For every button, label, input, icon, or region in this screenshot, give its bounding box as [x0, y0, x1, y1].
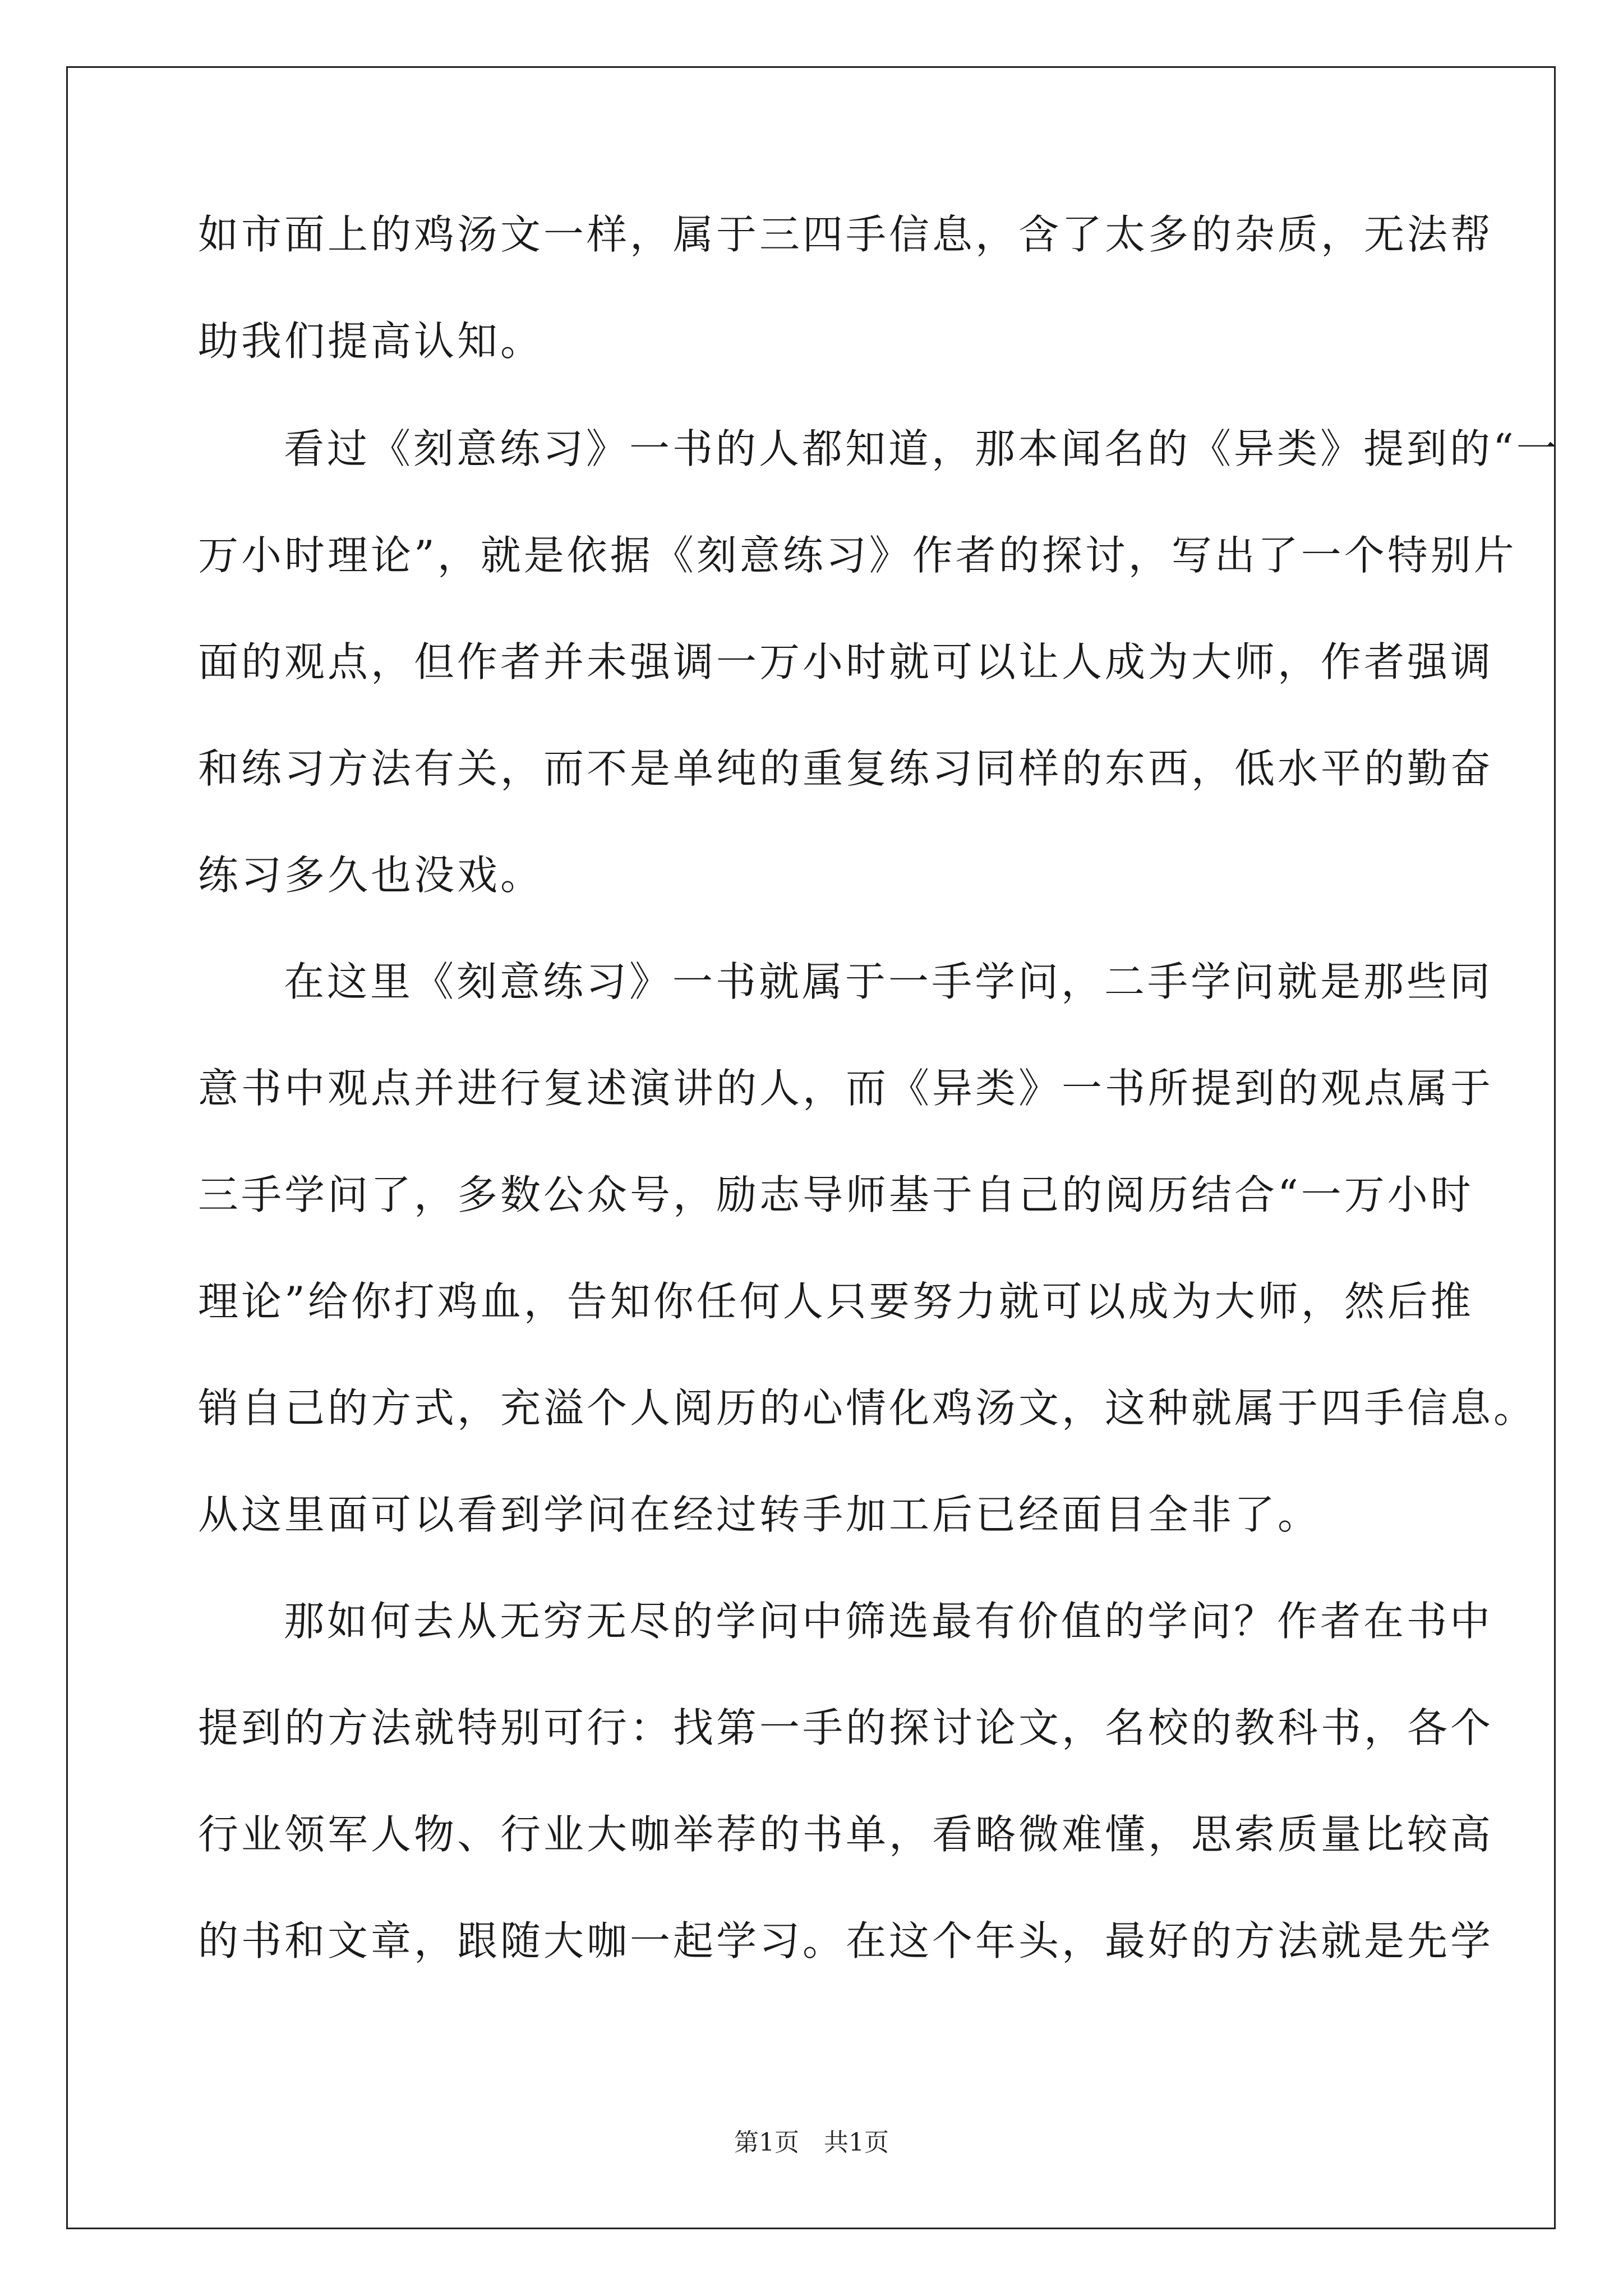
text-line: 理论”给你打鸡血，告知你任何人只要努力就可以成为大师，然后推: [198, 1278, 1474, 1325]
text-line: 从这里面可以看到学问在经过转手加工后已经面目全非了。: [198, 1491, 1321, 1538]
page-number-footer: 第1页 共1页: [734, 2128, 889, 2157]
text-line: 提到的方法就特别可行：找第一手的探讨论文，名校的教科书，各个: [198, 1704, 1494, 1751]
text-line: 万小时理论”，就是依据《刻意练习》作者的探讨，写出了一个特别片: [198, 532, 1517, 579]
text-line: 行业领军人物、行业大咖举荐的书单，看略微难懂，思索质量比较高: [198, 1811, 1494, 1858]
text-line: 如市面上的鸡汤文一样，属于三四手信息，含了太多的杂质，无法帮: [198, 211, 1494, 258]
text-line: 和练习方法有关，而不是单纯的重复练习同样的东西，低水平的勤奋: [198, 745, 1494, 792]
paragraph-start-line: 在这里《刻意练习》一书就属于一手学问，二手学问就是那些同: [284, 958, 1493, 1005]
text-line: 意书中观点并进行复述演讲的人，而《异类》一书所提到的观点属于: [198, 1065, 1494, 1112]
text-line: 面的观点，但作者并未强调一万小时就可以让人成为大师，作者强调: [198, 638, 1494, 685]
text-line: 的书和文章，跟随大咖一起学习。在这个年头，最好的方法就是先学: [198, 1917, 1494, 1964]
text-line: 助我们提高认知。: [198, 318, 544, 365]
text-line: 练习多久也没戏。: [198, 852, 544, 899]
paragraph-start-line: 看过《刻意练习》一书的人都知道，那本闻名的《异类》提到的“一: [284, 425, 1560, 472]
text-line: 销自己的方式，充溢个人阅历的心情化鸡汤文，这种就属于四手信息。: [198, 1384, 1537, 1432]
page-border: [66, 66, 1556, 2229]
paragraph-start-line: 那如何去从无穷无尽的学问中筛选最有价值的学问？作者在书中: [284, 1598, 1493, 1645]
text-line: 三手学问了，多数公众号，励志导师基于自己的阅历结合“一万小时: [198, 1171, 1474, 1218]
